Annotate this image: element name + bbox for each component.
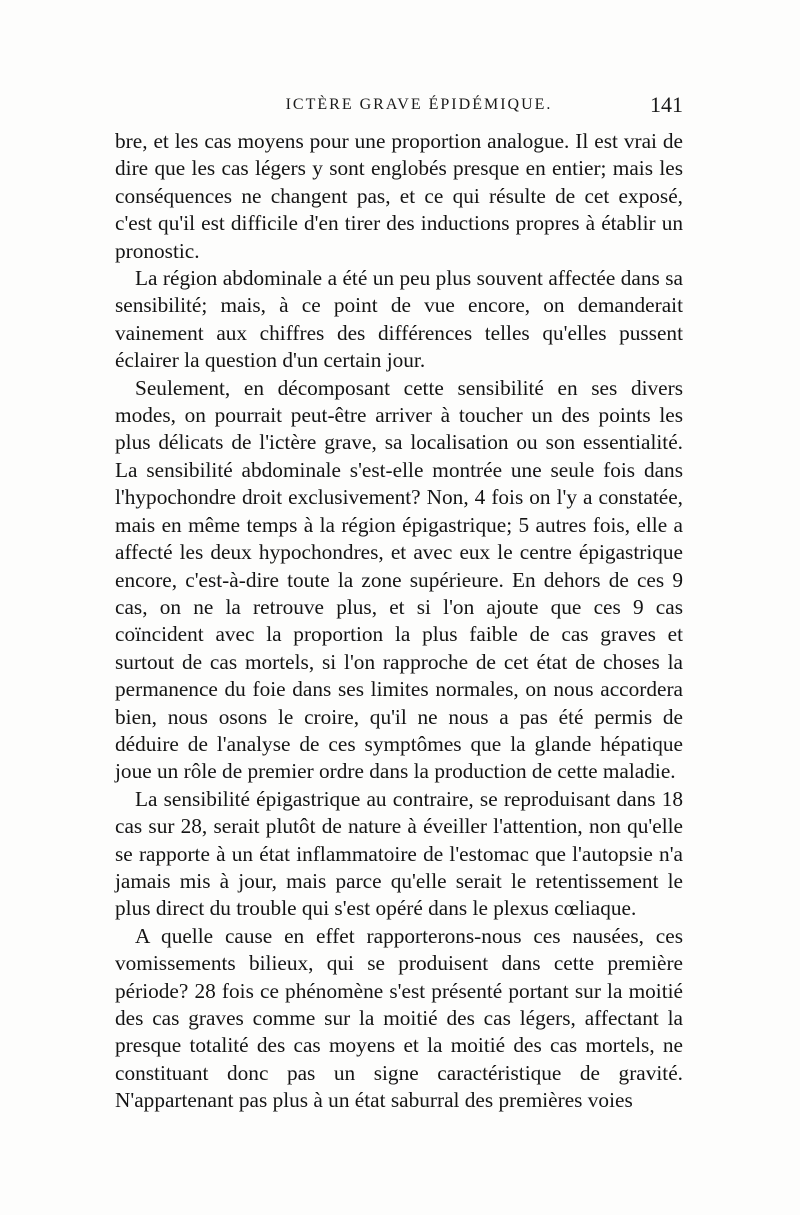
page-number: 141 <box>650 92 683 117</box>
paragraph-continuation: bre, et les cas moyens pour une proportion analogue. Il est vrai de dire que les cas légers y sont englobés presque en entier; mais les conséquences ne changent pas, et ce qui résulte de cet exposé, c'est qu'il est difficile d'en tirer des inductions propres à établir un pronostic. <box>115 129 683 263</box>
paragraph-sensibility-modes: Seulement, en décomposant cette sensibilité en ses divers modes, on pourrait peut-être arriver à toucher un des points les plus délicats de l'ictère grave, sa localisation ou son essentialité. La sensibilité abdominale s'est-elle montrée une seule fois dans l'hypochondre droit exclusivement? Non, 4 fois on l'y a constatée, mais en même temps à la région épigastrique; 5 autres fois, elle a affecté les deux hypochondres, et avec eux le centre épigastrique encore, c'est-à-dire toute la zone supérieure. En dehors de ces 9 cas, on ne la retrouve plus, et si l'on ajoute que ces 9 cas coïncident avec la proportion la plus faible de cas graves et surtout de cas mortels, si l'on rapproche de cet état de choses la permanence du foie dans ses limites normales, on nous accordera bien, nous osons le croire, qu'il ne nous a pas été permis de déduire de l'analyse de ces symptômes que la glande hépatique joue un rôle de premier ordre dans la production de cette maladie. <box>115 375 683 784</box>
body-text <box>115 128 683 1115</box>
paragraph-epigastric-sensibility: La sensibilité épigastrique au contraire, se reproduisant dans 18 cas sur 28, serait plutôt de nature à éveiller l'attention, non qu'elle se rapporte à un état inflammatoire de l'estomac que l'autopsie n'a jamais mis à jour, mais parce qu'elle serait le retentissement le plus direct du trouble qui s'est opéré dans le plexus cœliaque. <box>115 786 683 921</box>
paragraph-abdominal-region: La région abdominale a été un peu plus souvent affectée dans sa sensibilité; mais, à ce point de vue encore, on demanderait vainement aux chiffres des différences telles qu'elles pussent éclairer la question d'un certain jour. <box>115 266 683 373</box>
page-header <box>115 92 683 122</box>
running-title: ICTÈRE GRAVE ÉPIDÉMIQUE. <box>285 96 553 113</box>
paragraph-nausea-vomiting: A quelle cause en effet rapporterons-nous ces nausées, ces vomissements bilieux, qui se produisent dans cette première période? 28 fois ce phénomène s'est présenté portant sur la moitié des cas graves comme sur la moitié des cas légers, affectant la presque totalité des cas moyens et la moitié des cas mortels, ne constituant donc pas un signe caractéristique de gravité. N'appartenant pas plus à un état saburral des premières voies <box>115 923 683 1113</box>
